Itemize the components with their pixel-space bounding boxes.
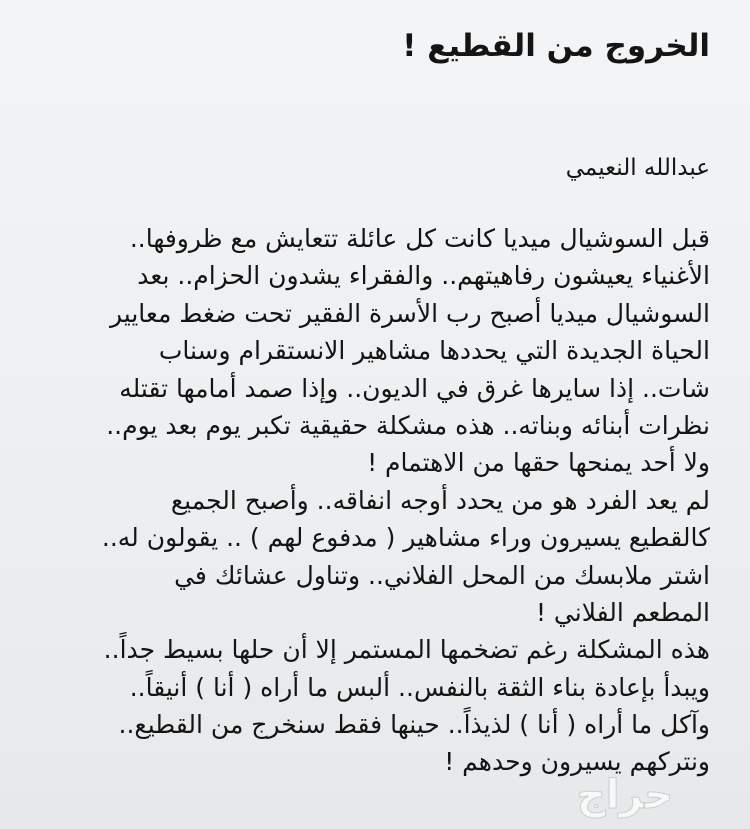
article-body <box>30 220 710 781</box>
body-line: اشتر ملابسك من المحل الفلاني.. وتناول عشائك في <box>174 560 710 590</box>
body-line: كالقطيع يسيرون وراء مشاهير ( مدفوع لهم ) .. يقولون له.. <box>101 523 710 553</box>
body-line: المطعم الفلاني ! <box>535 597 710 627</box>
body-line: الأغنياء يعيشون رفاهيتهم.. والفقراء يشدون الحزام.. بعد <box>137 261 710 291</box>
body-line: نظرات أبنائه وبناته.. هذه مشكلة حقيقية تكبر يوم بعد يوم.. <box>106 410 710 440</box>
body-line: لم يعد الفرد هو من يحدد أوجه انفاقه.. وأصبح الجميع <box>170 485 710 515</box>
body-line: الحياة الجديدة التي يحددها مشاهير الانستقرام وسناب <box>158 336 710 366</box>
body-line: ولا أحد يمنحها حقها من الاهتمام ! <box>367 448 710 478</box>
article-author: عبدالله النعيمي <box>565 155 710 181</box>
site-watermark: حراج <box>576 772 674 818</box>
body-line: قبل السوشيال ميديا كانت كل عائلة تتعايش مع ظروفها.. <box>129 224 710 253</box>
body-line: ويبدأ بإعادة بناء الثقة بالنفس.. ألبس ما أراه ( أنا ) أنيقاً.. <box>129 672 710 702</box>
article-title: الخروج من القطيع ! <box>402 28 710 64</box>
body-line: وآكل ما أراه ( أنا ) لذيذاً.. حينها فقط سنخرج من القطيع.. <box>118 710 710 740</box>
body-line: شات.. إذا سايرها غرق في الديون.. وإذا صمد أمامها تقتله <box>119 373 710 403</box>
body-line: هذه المشكلة رغم تضخمها المستمر إلا أن حلها بسيط جداً.. <box>103 635 710 665</box>
body-line: ونتركهم يسيرون وحدهم ! <box>444 747 710 777</box>
body-line: السوشيال ميديا أصبح رب الأسرة الفقير تحت ضغط معايير <box>110 298 710 328</box>
